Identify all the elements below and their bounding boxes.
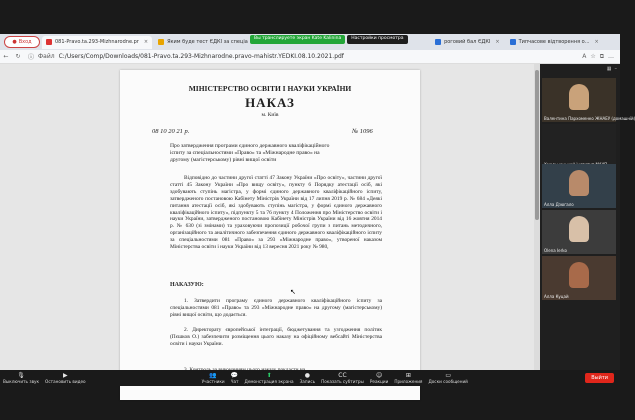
- share-label: Демонстрация экрана: [244, 379, 294, 384]
- tab-title: роговий бал ЄДКІ: [444, 39, 491, 45]
- tab-article[interactable]: [154, 36, 261, 49]
- participant-name: Валентина Пархоменко ЖНАЕУ (домашній): [544, 116, 635, 121]
- zoom-share-banner: [250, 35, 408, 44]
- tab-title: Типчасове відтворення о...: [518, 39, 590, 45]
- participant-tile[interactable]: [542, 78, 635, 122]
- close-icon[interactable]: ×: [594, 39, 599, 45]
- mute-button[interactable]: [0, 370, 42, 386]
- participant-name: Olena Ierko: [544, 248, 567, 253]
- whiteboard-label: Доски сообщений: [428, 379, 468, 384]
- ministry-heading: МІНІСТЕРСТВО ОСВІТИ І НАУКИ УКРАЇНИ: [188, 84, 352, 93]
- close-icon[interactable]: ×: [495, 39, 500, 45]
- chat-button[interactable]: [228, 370, 242, 386]
- record-icon: ●: [304, 372, 310, 379]
- tab-title: Яким буде тест ЄДКІ за спеціа: [167, 39, 248, 45]
- minimize-icon[interactable]: –: [614, 66, 617, 72]
- order-city: м. Київ: [261, 112, 279, 118]
- participant-video: [569, 84, 589, 110]
- record-button[interactable]: [297, 370, 318, 386]
- refresh-icon[interactable]: ↻: [15, 53, 21, 60]
- pdf-page: [120, 70, 423, 400]
- order-title: НАКАЗ: [245, 95, 295, 110]
- participant-name: Алла Дзюгало: [544, 202, 574, 207]
- microphone-icon: 🎙: [17, 372, 25, 379]
- profile-button[interactable]: [4, 36, 40, 48]
- subtitles-button[interactable]: [318, 370, 367, 386]
- site-icon: [510, 39, 516, 45]
- scrollbar-thumb[interactable]: [535, 70, 539, 220]
- tab-pdf[interactable]: [42, 36, 152, 49]
- leave-button[interactable]: Выйти: [585, 373, 614, 383]
- back-icon[interactable]: ←: [3, 53, 9, 60]
- user-icon: ●: [12, 39, 17, 45]
- site-icon: [435, 39, 441, 45]
- participant-tile[interactable]: [542, 256, 616, 300]
- order-directive-heading: НАКАЗУЮ:: [170, 282, 204, 288]
- video-button[interactable]: [42, 370, 89, 386]
- order-item-2: 2. Директорату європейської інтеграції, бюджетування та узгодження політик (Пєшков О.) забезпечити розміщення цього наказу на офіційному вебсайті Міністерства освіти і науки України.: [170, 327, 382, 347]
- order-subject: Про затвердження програми єдиного державного кваліфікаційного іспиту за спеціальностями «Право» та «Міжнародне право» на другому (магістерському) рівні вищої освіти: [170, 143, 330, 163]
- zoom-toolbar: [0, 370, 620, 386]
- smiley-icon: ☺: [375, 372, 383, 379]
- share-screen-button[interactable]: [242, 370, 297, 386]
- url-text: C:/Users/Comp/Downloads/081-Pravo.ta.293-Mizhnarodne.pravo-mahistr.YEDKI.08.10.2021.pdf: [58, 53, 344, 60]
- record-label: Запись: [299, 379, 316, 384]
- info-icon: ⓘ: [28, 54, 35, 61]
- reactions-button[interactable]: [367, 370, 392, 386]
- whiteboard-button[interactable]: [425, 370, 470, 386]
- cc-icon: CC: [338, 372, 347, 379]
- close-icon[interactable]: ×: [143, 39, 149, 45]
- apps-button[interactable]: [391, 370, 425, 386]
- order-item-1: 1. Затвердити програму єдиного державного кваліфікаційного іспиту за спеціальностями 081 «Право» та 293 «Міжнародне право» на другому (магістерському) рівні вищої освіти, що додається.: [170, 298, 382, 318]
- pdf-viewer[interactable]: [0, 64, 540, 370]
- whiteboard-icon: ▭: [445, 372, 452, 379]
- apps-icon: ⊞: [405, 372, 411, 379]
- apps-label: Приложения: [394, 379, 423, 384]
- participant-tile[interactable]: [542, 124, 616, 168]
- mouse-cursor-icon: ↖: [290, 288, 296, 296]
- panel-controls: [540, 64, 620, 74]
- read-aloud-icon[interactable]: A: [582, 52, 587, 60]
- chat-icon: 💬: [230, 372, 239, 379]
- order-number: № 1096: [352, 128, 373, 135]
- reactions-label: Реакции: [369, 379, 389, 384]
- tab-temporary[interactable]: [506, 36, 603, 49]
- order-preamble: Відповідно до частини другої статті 47 Закону України «Про освіту», частини другої статті 45 Закону України «Про вищу освіту», пункту 6 Порядку атестації осіб, які здобувають ступінь магістра, у формі єдиного державного кваліфікаційного іспиту, затвердженого постановою Кабінету Міністрів України від 17 липня 2019 р. № 684 «Деякі питання атестації осіб, які здобувають ступінь магістра, у формі єдиного державного кваліфікаційного іспиту», підпункту 5 та 76 пункту 4 Положення про Міністерство освіти і науки України, затвердженого постановою Кабінету Міністрів України від 16 жовтня 2014 р. № 630 (зі змінами) та ураховуючи пропозиції робочої групи з питань методичного, організаційного та аналітичного забезпечення єдиного державного кваліфікаційного іспиту за спеціальностями 081 «Право» за 293 «Міжнародне право», утвореної наказом Міністерства освіти і науки України від 13 вересня 2021 року № 980,: [170, 175, 382, 251]
- participant-name: Алла Куцай: [544, 294, 569, 299]
- view-options-button[interactable]: Настройки просмотра: [347, 35, 407, 44]
- tab-score[interactable]: [431, 36, 504, 49]
- participant-tile[interactable]: [542, 210, 616, 254]
- people-icon: 👥: [209, 372, 217, 379]
- url-field[interactable]: [28, 52, 578, 61]
- participant-video: [569, 262, 589, 288]
- mute-label: Выключить звук: [3, 379, 40, 384]
- favorite-icon[interactable]: ☆: [590, 52, 596, 60]
- pdf-icon: [46, 39, 52, 45]
- participants-panel: [540, 64, 635, 370]
- collections-icon[interactable]: ⧉: [599, 52, 604, 60]
- participant-tile[interactable]: [542, 164, 616, 208]
- order-date: 08 10 20 21 р.: [152, 128, 190, 135]
- video-label: Остановить видео: [45, 379, 86, 384]
- address-bar: [0, 50, 620, 64]
- grid-view-icon[interactable]: ▦: [606, 66, 612, 72]
- site-icon: [158, 39, 164, 45]
- share-icon: ⬆: [266, 372, 272, 379]
- camera-icon: ▶: [63, 372, 68, 379]
- subtitles-label: Показать субтитры: [321, 379, 364, 384]
- participant-video: [569, 170, 589, 196]
- participant-video: [569, 216, 589, 242]
- profile-label: Вход: [18, 39, 32, 45]
- chat-label: Чат: [230, 379, 239, 384]
- file-label: Файл: [38, 53, 55, 60]
- participants-button[interactable]: [199, 370, 228, 386]
- participants-label: Участники: [201, 379, 225, 384]
- tab-title: 081-Pravo.ta.293-Mizhnarodne.pr: [55, 39, 139, 45]
- more-icon[interactable]: …: [608, 52, 614, 60]
- share-status: Вы транслируете экран Kate Kalinina: [250, 35, 345, 44]
